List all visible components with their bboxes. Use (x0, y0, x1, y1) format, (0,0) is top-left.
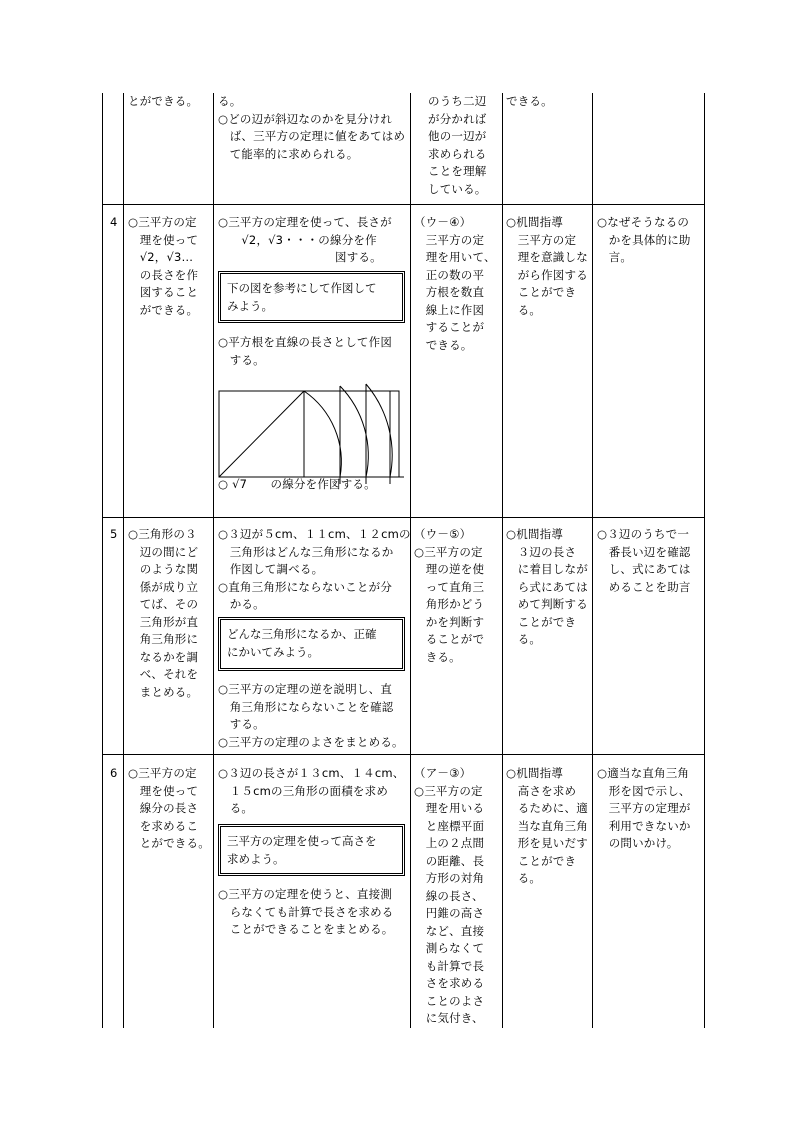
row5-evaluation: （ウ－⑤） ○三平方の定 理の逆を使 って直角三 角形かどう かを判断す ることがで きる。 (414, 527, 485, 664)
row5-support: ○３辺のうちで一 番長い辺を確認 し、式にあては めることを助言 (597, 527, 691, 594)
row6-evaluation: （ア－③） ○三平方の定 理を用いる と座標平面 上の２点間 の距離、長 方形の対角 線の長さ、 円錐の高さ など、直接 測らなくて も計算で長 さを求める ことのよさ に気付き、 (414, 766, 485, 1025)
row6-guidance: ○机間指導 高さを求め るために、適 当な直角三角 形を見いだす ことができ る。 (506, 766, 588, 885)
row5-objective: ○三角形の３ 辺の間にど のような関 係が成り立 てば、その 三角形が直 角三角形に なるかを調 べ、それを まとめる。 (128, 527, 199, 699)
table-border-right (704, 93, 705, 1028)
sqrt-construction-diagram (218, 376, 408, 488)
row4-instruction-box: 下の図を参考にして作図して みよう。 (218, 271, 405, 323)
top-row-evaluation: のうち二辺 が分かれば 他の一辺が 求められる ことを理解 している。 (428, 94, 487, 196)
row-number: 5 (110, 527, 118, 541)
column-divider (123, 93, 124, 1028)
diagonal-line (219, 391, 304, 477)
row5-activity-intro: ○３辺が５cm、１１cm、１２cmの 三角形はどんな三角形になるか 作図して調べる。 ○直角三角形にならないことが分 かる。 (218, 527, 411, 611)
row-number: 6 (110, 766, 118, 780)
row6-objective: ○三平方の定 理を使って 線分の長さ を求めるこ とができる。 (128, 766, 210, 850)
column-divider (502, 93, 503, 1028)
row4-support: ○なぜそうなるの かを具体的に助 言。 (597, 215, 691, 264)
row4-evaluation: （ウ－④） 三平方の定 理を用いて、 正の数の平 方根を数直 線上に作図 することが できる。 (414, 215, 496, 352)
column-divider (213, 93, 214, 1028)
row4-guidance: ○机間指導 三平方の定 理を意識しな がら作図する ことができ る。 (506, 215, 588, 317)
row4-activity-intro: ○三平方の定理を使って、長さが √2，√3・・・の線分を作 図する。 (218, 215, 392, 264)
row5-guidance: ○机間指導 ３辺の長さ に着目しなが ら式にあては めて判断する ことができ る。 (506, 527, 588, 646)
row-divider (102, 754, 705, 755)
row6-instruction-box: 三平方の定理を使って高さを 求めよう。 (218, 824, 405, 876)
top-row-guidance: できる。 (506, 94, 553, 108)
row4-objective: ○三平方の定 理を使って √2，√3… の長さを作 図すること ができる。 (128, 215, 199, 317)
top-row-objective: とができる。 (128, 94, 199, 108)
row4-activity-step: ○平方根を直線の長さとして作図 する。 (218, 335, 393, 367)
row-divider (102, 517, 705, 518)
row-number: 4 (110, 215, 118, 229)
arc-sqrt3 (340, 386, 368, 477)
row4-sqrt7-task: ○ √7 の線分を作図する。 (218, 477, 376, 491)
row6-support: ○適当な直角三角 形を図で示し、 三平方の定理が 利用できないか の問いかけ。 (597, 766, 691, 850)
row6-activity-intro: ○３辺の長さが１３cm、１４cm、 １５cmの三角形の面積を求め る。 (218, 766, 405, 815)
row-divider (102, 204, 705, 205)
row5-instruction-box: どんな三角形になるか、正確 にかいてみよう。 (218, 617, 405, 671)
arc-sqrt4 (366, 384, 392, 477)
arc-sqrt2 (304, 391, 341, 477)
row6-activity-step: ○三平方の定理を使うと、直接測 らなくても計算で長さを求める ことができることをまとめる。 (218, 887, 394, 936)
row5-activity-step: ○三平方の定理の逆を説明し、直 角三角形にならないことを確認 する。 ○三平方の定理のよさをまとめる。 (218, 682, 404, 749)
top-row-activity: る。 ○どの辺が斜辺なのかを見分けれ ば、三平方の定理に値をあてはめ て能率的に求められる。 (218, 94, 406, 161)
diagram-frame (219, 391, 399, 477)
column-divider (592, 93, 593, 1028)
lesson-plan-table (102, 93, 705, 1028)
table-border-left (102, 93, 103, 1028)
